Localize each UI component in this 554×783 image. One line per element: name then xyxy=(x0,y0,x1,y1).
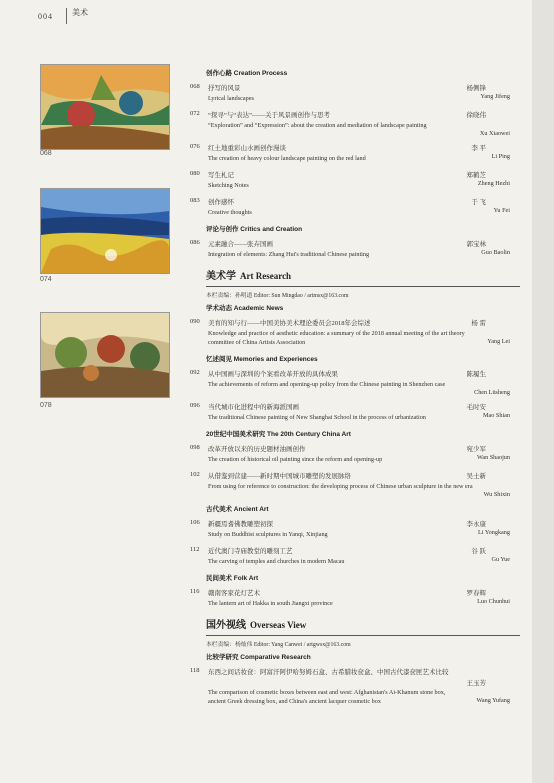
section-heading: 学术动态 Academic News xyxy=(206,305,284,312)
column-editor: 本栏责编：孙明道 Editor: Sun Mingdao / artmsx@163.com xyxy=(206,293,349,299)
toc-entry[interactable]: 068 抒写的风景 Lyrical landscapes 杨侧锋 Yang Jifeng xyxy=(190,83,510,102)
page-gutter xyxy=(532,0,554,783)
section-heading: 比较学研究 Comparative Research xyxy=(206,654,311,661)
thumbnail-landscape-3[interactable] xyxy=(40,312,170,398)
section-heading: 民间美术 Folk Art xyxy=(206,575,259,582)
toc-entry[interactable]: 116 赣南客家花灯艺术 The lantern art of Hakka in south Jiangxi province 罗春辉 Luo Chunhui xyxy=(190,588,510,607)
toc-entry[interactable]: 083 创作感怀 Creative thoughts 于 飞 Yu Fei xyxy=(190,197,510,216)
column-title-art-research: 美术学 Art Research xyxy=(206,271,292,282)
toc-entry[interactable]: 112 近代澳门寺庙教堂的雕刻工艺 The carving of temples and churches in modern Macau 谷 跃 Gu Yue xyxy=(190,546,510,565)
thumbnail-label: 068 xyxy=(40,150,52,157)
section-heading: 忆述阅见 Memories and Experiences xyxy=(206,356,318,363)
toc-entry[interactable]: 090 美育的知与行——中国美协美术理论委员会2018年会综述 Knowledge and practice of aesthetic education: a summary of the 2018 annual meeting of the art theory committee of China Artists Association 杨 雷 Yang Lei xyxy=(190,318,510,346)
toc-entry[interactable]: 086 元素融合——张卉国画 Integration of elements: Zhang Hui's traditional Chinese painting 郭宝林 Guo Baolin xyxy=(190,239,510,258)
column-title-overseas-view: 国外视线 Overseas View xyxy=(206,620,307,631)
toc-entry[interactable]: 092 从中国画与深圳的个案看改革开放的具体成果 The achievements of reform and opening-up policy from the Chinese painting in Shenzhen case 陈履生 Chen Lüsheng xyxy=(190,369,510,396)
divider-rule xyxy=(206,635,520,636)
toc-entry[interactable]: 098 改革开放以来的历史题材油画创作 The creation of historical oil painting since the reform and opening-up 宛少军 Wan Shaojun xyxy=(190,444,510,463)
section-heading: 评论与创作 Critics and Creation xyxy=(206,226,303,233)
page-number: 004 xyxy=(38,12,53,21)
journal-logo: 美术 xyxy=(72,8,88,17)
header-divider xyxy=(66,8,67,24)
painting-image xyxy=(41,313,169,397)
toc-entry[interactable]: 102 从借鉴到营建——新时期中国城市雕塑的发展脉络 From using for reference to construction: the developing process of Chinese urban sculpture in the new era 吴士新 Wu Shixin xyxy=(190,471,510,498)
thumbnail-label: 074 xyxy=(40,276,52,283)
toc-entry[interactable]: 106 新疆焉耆佛教雕塑初探 Study on Buddhist sculptures in Yanqi, Xinjiang 李永康 Li Yongkang xyxy=(190,519,510,538)
toc-entry[interactable]: 096 当代城市化进程中的新海派国画 The traditional Chinese painting of New Shanghai School in the process of urbanization 毛时安 Mao Shian xyxy=(190,402,510,421)
painting-image xyxy=(41,189,169,273)
toc-entry[interactable]: 076 红土地重彩山水画创作漫谈 The creation of heavy colour landscape painting on the red land 李 平 Li Ping xyxy=(190,143,510,162)
thumbnail-landscape-2[interactable] xyxy=(40,188,170,274)
toc-entry[interactable]: 072 “探寻”与“表达”——关于风景画创作与思考 “Exploration” and “Expression”: about the creation and mediation of landscape painting 徐晓伟 Xu Xiaowei xyxy=(190,110,510,137)
thumbnail-landscape-1[interactable] xyxy=(40,64,170,150)
table-of-contents xyxy=(190,64,520,713)
thumbnail-label: 078 xyxy=(40,402,52,409)
section-heading: 古代美术 Ancient Art xyxy=(206,506,269,513)
section-heading: 创作心路 Creation Process xyxy=(206,70,288,77)
divider-rule xyxy=(206,286,520,287)
toc-entry[interactable]: 118 东西之间话妆奁：阿富汗阿伊哈努姆石盒、古希腊妆奁盒、中国古代漆奁匣艺术比较 The comparison of cosmetic boxes between east and west: Afghanistan's Ai-Khanum stone box, ancient Greek dressing box, and China's ancient lacquer cosmetic box 王玉芳 Wang Yufang xyxy=(190,667,510,705)
toc-entry[interactable]: 080 写生札记 Sketching Notes 郑鹤芝 Zheng Hezhi xyxy=(190,170,510,189)
painting-image xyxy=(41,65,169,149)
column-editor: 本栏责编：杨灿伟 Editor: Yang Canwei / artgwsx@163.com xyxy=(206,642,351,648)
section-heading: 20世纪中国美术研究 The 20th Century China Art xyxy=(206,431,351,438)
